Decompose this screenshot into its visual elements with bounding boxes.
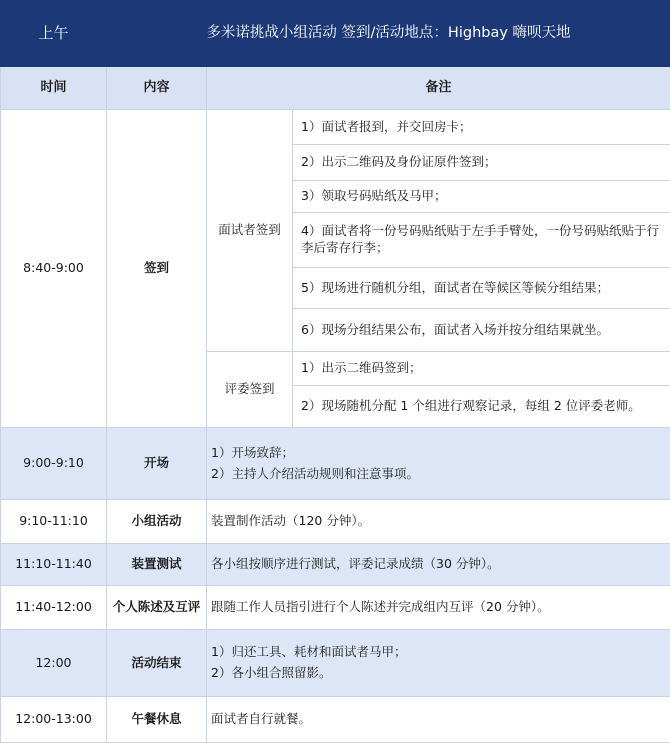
lunch-content: 午餐休息 xyxy=(107,697,207,743)
table-row xyxy=(1,500,670,544)
column-header-row xyxy=(1,67,670,110)
table-row xyxy=(1,586,670,630)
list-item: 6）现场分组结果公布，面试者入场并按分组结果就坐。 xyxy=(293,309,670,352)
group-activity-note: 装置制作活动（120 分钟）。 xyxy=(207,500,670,544)
list-item: 2）主持人介绍活动规则和注意事项。 xyxy=(211,464,664,485)
checkin-content: 签到 xyxy=(107,110,207,428)
list-item: 5）现场进行随机分组，面试者在等候区等候分组结果； xyxy=(293,268,670,309)
list-item: 3）领取号码贴纸及马甲； xyxy=(293,181,670,213)
personal-statement-note: 跟随工作人员指引进行个人陈述并完成组内互评（20 分钟）。 xyxy=(207,586,670,630)
table-row xyxy=(1,544,670,586)
col-header-notes: 备注 xyxy=(207,67,670,110)
activity-end-content: 活动结束 xyxy=(107,630,207,697)
col-header-time: 时间 xyxy=(1,67,107,110)
opening-notes xyxy=(207,428,670,500)
list-item: 4）面试者将一份号码贴纸贴于左手手臂处，一份号码贴纸贴于行李后寄存行李； xyxy=(293,213,670,268)
opening-time: 9:00-9:10 xyxy=(1,428,107,500)
candidate-checkin-label: 面试者签到 xyxy=(207,110,293,352)
device-test-time: 11:10-11:40 xyxy=(1,544,107,586)
list-item: 1）归还工具、耗材和面试者马甲； xyxy=(211,642,664,663)
list-item: 1）面试者报到，并交回房卡； xyxy=(293,110,670,145)
opening-content: 开场 xyxy=(107,428,207,500)
judge-checkin-label: 评委签到 xyxy=(207,352,293,428)
list-item: 2）各小组合照留影。 xyxy=(211,663,664,684)
col-header-content: 内容 xyxy=(107,67,207,110)
table-row xyxy=(1,630,670,697)
device-test-note: 各小组按顺序进行测试，评委记录成绩（30 分钟）。 xyxy=(207,544,670,586)
personal-statement-time: 11:40-12:00 xyxy=(1,586,107,630)
device-test-content: 装置测试 xyxy=(107,544,207,586)
group-activity-time: 9:10-11:10 xyxy=(1,500,107,544)
table-row xyxy=(1,110,670,145)
activity-end-notes xyxy=(207,630,670,697)
table-row xyxy=(1,428,670,500)
activity-end-time: 12:00 xyxy=(1,630,107,697)
list-item: 1）出示二维码签到； xyxy=(293,352,670,386)
table-row xyxy=(1,697,670,743)
lunch-time: 12:00-13:00 xyxy=(1,697,107,743)
event-title: 多米诺挑战小组活动 签到/活动地点：Highbay 嗨呗天地 xyxy=(107,1,670,67)
header-row xyxy=(1,1,670,67)
list-item: 2）现场随机分配 1 个组进行观察记录，每组 2 位评委老师。 xyxy=(293,386,670,428)
list-item: 2）出示二维码及身份证原件签到； xyxy=(293,145,670,181)
group-activity-content: 小组活动 xyxy=(107,500,207,544)
personal-statement-content: 个人陈述及互评 xyxy=(107,586,207,630)
list-item: 1）开场致辞； xyxy=(211,443,664,464)
lunch-note: 面试者自行就餐。 xyxy=(207,697,670,743)
am-label: 上午 xyxy=(1,1,107,67)
checkin-time: 8:40-9:00 xyxy=(1,110,107,428)
